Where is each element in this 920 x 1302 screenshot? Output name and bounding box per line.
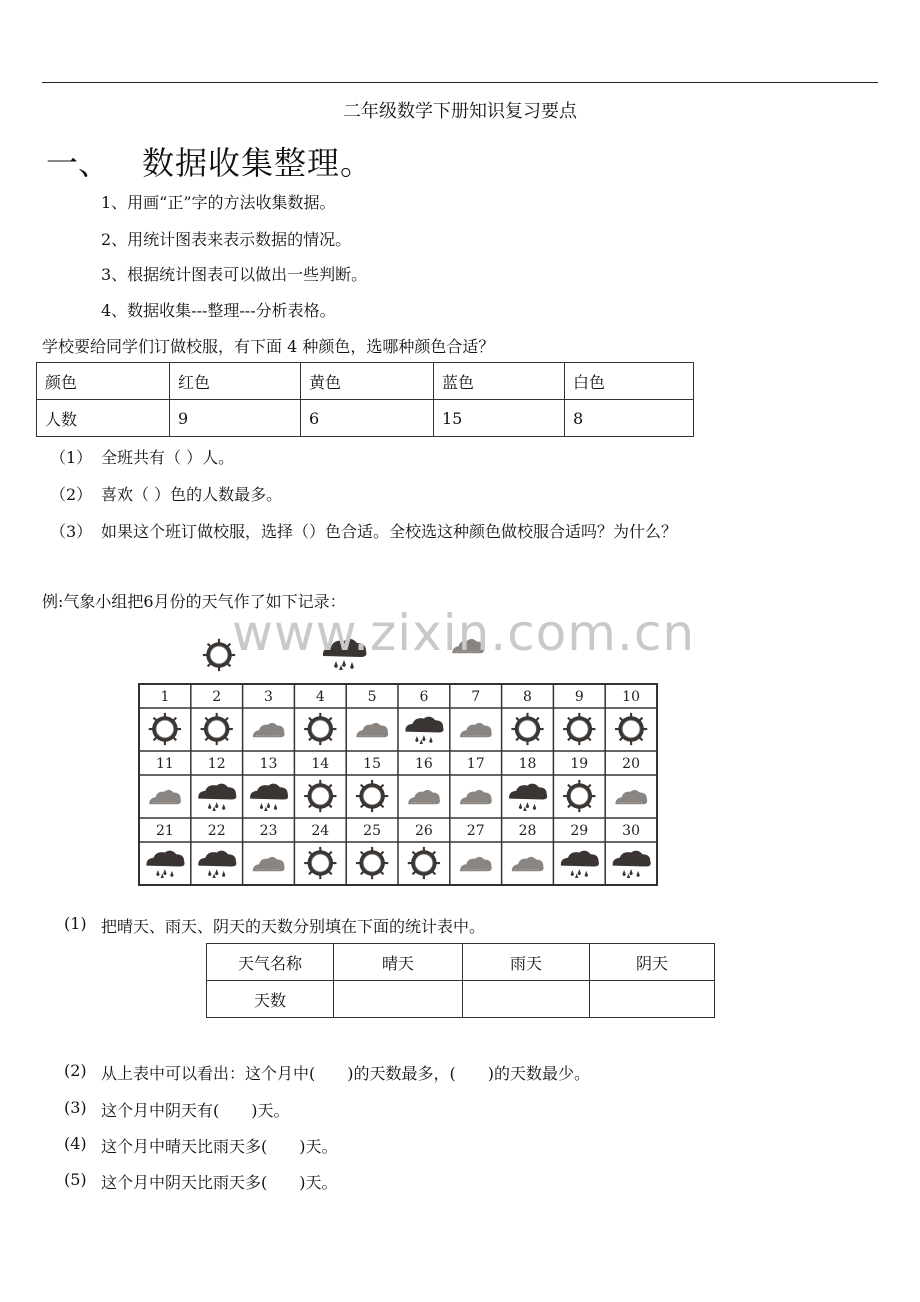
table-cell: 黄色 bbox=[301, 363, 434, 400]
point-1: 1、用画“正”字的方法收集数据。 bbox=[101, 193, 336, 212]
table-cell: 蓝色 bbox=[434, 363, 565, 400]
table-cell: 天气名称 bbox=[207, 944, 334, 981]
table-row bbox=[37, 400, 694, 437]
table-cell: 6 bbox=[301, 400, 434, 437]
weather-question-text: 从上表中可以看出：这个月中( )的天数最多，( )的天数最少。 bbox=[101, 1064, 590, 1083]
rain-cloud-icon bbox=[250, 784, 288, 813]
table-row bbox=[207, 944, 715, 981]
sub-question-number: （3） bbox=[50, 522, 93, 541]
table-cell: 红色 bbox=[170, 363, 301, 400]
table-cell: 15 bbox=[434, 400, 565, 437]
table-cell: 天数 bbox=[207, 981, 334, 1018]
rain-cloud-icon bbox=[198, 784, 236, 813]
calendar-day-number: 25 bbox=[363, 823, 382, 839]
calendar-day-number: 11 bbox=[155, 756, 174, 772]
cloud-icon bbox=[253, 723, 285, 737]
calendar-day-number: 26 bbox=[414, 823, 433, 839]
calendar-day-number: 29 bbox=[570, 823, 589, 839]
rain-cloud-icon bbox=[405, 717, 443, 746]
table-cell bbox=[463, 981, 590, 1018]
weather-question-number: (3) bbox=[64, 1098, 87, 1117]
section-title: 数据收集整理。 bbox=[142, 144, 374, 182]
weather-calendar bbox=[138, 632, 658, 892]
weather-question-text: 把晴天、雨天、阴天的天数分别填在下面的统计表中。 bbox=[101, 917, 486, 936]
calendar-day-number: 1 bbox=[160, 689, 170, 705]
calendar-day-number: 3 bbox=[264, 689, 273, 705]
calendar-day-number: 30 bbox=[622, 823, 641, 839]
weather-question-text: 这个月中阴天比雨天多( )天。 bbox=[101, 1173, 338, 1192]
sun-icon bbox=[563, 713, 595, 745]
calendar-day-number: 12 bbox=[207, 756, 226, 772]
calendar-day-number: 21 bbox=[155, 823, 174, 839]
cloud-icon bbox=[460, 790, 492, 804]
calendar-day-number: 24 bbox=[311, 823, 330, 839]
table-row bbox=[37, 363, 694, 400]
calendar-day-number: 14 bbox=[311, 756, 330, 772]
table-cell: 晴天 bbox=[334, 944, 463, 981]
cloud-icon bbox=[460, 723, 492, 737]
cloud-icon bbox=[512, 857, 544, 871]
rain-cloud-icon bbox=[561, 851, 599, 880]
weather-example-intro: 例:气象小组把6月份的天气作了如下记录： bbox=[42, 592, 346, 611]
section-number: 一、 bbox=[46, 144, 111, 182]
sub-question-number: （1） bbox=[50, 448, 93, 467]
uniform-question: 学校要给同学们订做校服，有下面 4 种颜色，选哪种颜色合适？ bbox=[42, 337, 495, 356]
table-cell bbox=[334, 981, 463, 1018]
weather-question-number: (1) bbox=[64, 914, 87, 933]
sun-icon bbox=[511, 713, 543, 745]
table-cell bbox=[590, 981, 715, 1018]
rain-cloud-icon bbox=[509, 784, 547, 813]
sub-question-text: 全班共有（ ）人。 bbox=[101, 448, 235, 467]
table-cell: 雨天 bbox=[463, 944, 590, 981]
sun-icon bbox=[356, 780, 388, 812]
sun-icon bbox=[615, 713, 647, 745]
weather-question-text: 这个月中晴天比雨天多( )天。 bbox=[101, 1137, 338, 1156]
cloud-icon bbox=[149, 790, 181, 804]
calendar-day-number: 27 bbox=[466, 823, 485, 839]
watermark: www.zixin.com.cn bbox=[232, 604, 696, 662]
sun-icon bbox=[203, 639, 235, 671]
point-4: 4、数据收集---整理---分析表格。 bbox=[101, 301, 336, 320]
calendar-day-number: 20 bbox=[622, 756, 641, 772]
sun-icon bbox=[304, 847, 336, 879]
rain-cloud-icon bbox=[198, 851, 236, 880]
calendar-day-number: 19 bbox=[570, 756, 589, 772]
calendar-day-number: 8 bbox=[523, 689, 532, 705]
point-3: 3、根据统计图表可以做出一些判断。 bbox=[101, 265, 368, 284]
rain-cloud-icon bbox=[613, 851, 651, 880]
page-title: 二年级数学下册知识复习要点 bbox=[343, 101, 577, 122]
calendar-day-number: 13 bbox=[259, 756, 278, 772]
calendar-day-number: 23 bbox=[259, 823, 278, 839]
calendar-day-number: 7 bbox=[471, 689, 481, 705]
calendar-day-number: 4 bbox=[315, 689, 325, 705]
table-cell: 8 bbox=[565, 400, 694, 437]
header-rule bbox=[42, 82, 878, 83]
sub-question-text: 如果这个班订做校服，选择（）色合适。全校选这种颜色做校服合适吗？为什么？ bbox=[101, 522, 678, 541]
sub-question-text: 喜欢（ ）色的人数最多。 bbox=[101, 485, 283, 504]
table-cell: 白色 bbox=[565, 363, 694, 400]
cloud-icon bbox=[408, 790, 440, 804]
calendar-day-number: 2 bbox=[212, 689, 222, 705]
weather-question-number: (2) bbox=[64, 1061, 87, 1080]
cloud-icon bbox=[253, 857, 285, 871]
table-cell: 9 bbox=[170, 400, 301, 437]
sun-icon bbox=[563, 780, 595, 812]
cloud-icon bbox=[615, 790, 647, 804]
weather-count-table bbox=[206, 943, 715, 1018]
cloud-icon bbox=[356, 723, 388, 737]
sun-icon bbox=[304, 780, 336, 812]
calendar-day-number: 16 bbox=[414, 756, 433, 772]
calendar-day-number: 18 bbox=[518, 756, 537, 772]
sun-icon bbox=[304, 713, 336, 745]
point-2: 2、用统计图表来表示数据的情况。 bbox=[101, 230, 352, 249]
sub-question-number: （2） bbox=[50, 485, 93, 504]
calendar-day-number: 15 bbox=[363, 756, 382, 772]
table-cell: 阴天 bbox=[590, 944, 715, 981]
calendar-day-number: 6 bbox=[419, 689, 429, 705]
sun-icon bbox=[408, 847, 440, 879]
table-cell: 人数 bbox=[37, 400, 170, 437]
uniform-color-table bbox=[36, 362, 694, 437]
rain-cloud-icon bbox=[146, 851, 184, 880]
table-cell: 颜色 bbox=[37, 363, 170, 400]
cloud-icon bbox=[460, 857, 492, 871]
calendar-day-number: 10 bbox=[622, 689, 641, 705]
calendar-day-number: 28 bbox=[518, 823, 537, 839]
weather-question-number: (4) bbox=[64, 1134, 87, 1153]
sun-icon bbox=[149, 713, 181, 745]
sun-icon bbox=[356, 847, 388, 879]
calendar-day-number: 22 bbox=[207, 823, 226, 839]
sun-icon bbox=[201, 713, 233, 745]
calendar-day-number: 5 bbox=[367, 689, 377, 705]
calendar-day-number: 17 bbox=[466, 756, 485, 772]
weather-question-text: 这个月中阴天有( )天。 bbox=[101, 1101, 290, 1120]
table-row bbox=[207, 981, 715, 1018]
weather-question-number: (5) bbox=[64, 1170, 87, 1189]
calendar-day-number: 9 bbox=[574, 689, 584, 705]
